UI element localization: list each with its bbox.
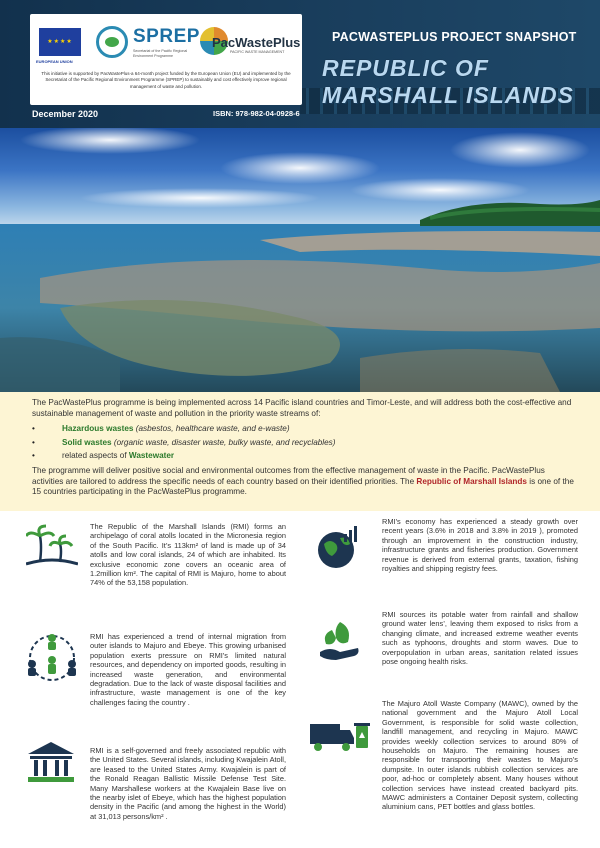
funding-disclaimer: This initiative is supported by PacWastePlus-a 64-month project funded by the European Union (EU) and implemented by the Secretariat of the Pacific Regional Environment Programme (SPREP) to sustainably and cost effectively improve regional management of waste and pollution. [41,71,291,89]
sprep-logo-subtitle: Secretariat of the Pacific Regional Environment Programme [133,49,188,58]
list-item: • Solid wastes (organic waste, disaster waste, bulky waste, and recyclables) [32,438,577,449]
coral-reef-illustration [0,128,600,392]
government-building-icon [26,740,76,784]
programme-outcomes-paragraph: The programme will deliver positive social and environmental outcomes from the effective management of waste in the Pacific. PacWastePlus activities are tailored to address the specific needs of each country based on their identified priorities. The Republic of Marshall Islands is one of the 15 countries participating in the PacWastePlus programme. [32,465,574,497]
logo-panel [30,14,302,105]
geography-section: The Republic of the Marshall Islands (RMI) forms an archipelago of coral atolls located in the Micronesia region of the South Pacific. It’s 113km² of land is made up of 34 atolls and low coral islands, 24 of which are inhabited. Its exclusive economic zone covers an oceanic area of 1.2million km². The capital of RMI is Majuro, home to about 74% of the 53,158 population. [90,522,286,588]
pacwasteplus-logo-subtitle: PACIFIC WASTE MANAGEMENT [230,50,285,54]
coral-reef-photo [0,128,600,392]
governance-section: RMI is a self-governed and freely associated republic with the United States. Several islands, including Kwajalein Atoll, are leased to the United States Army. Kwajalein is part of the Ronald Reagan Ballistic Missile Defense Test Site. Many Marshallese workers at the Kwajalein Base live on the nearby islet of Ebeye, which has the highest population density in the Pacific (and among the highest in the World) at 31,013 persons/km² . [90,746,286,821]
isbn-number: ISBN: 978-982-04-0928-6 [213,109,300,118]
list-item: • related aspects of Wastewater [32,451,577,462]
water-leaf-hand-icon [318,618,362,664]
programme-intro-box [0,392,600,511]
waste-truck-recycle-icon [308,716,370,756]
palm-island-icon [26,522,78,566]
pacwasteplus-logo-text: PacWastePlus [212,35,301,50]
economy-section: RMI’s economy has experienced a steady growth over recent years (3.6% in 2018 and 3.8% in 2019 ), promoted through an improvement in the construction industry, infrastructure grants and fisheries production. Government revenue is derived from external grants, taxation, fishing royalties and shipping registry fees. [382,517,578,574]
eu-flag-logo: ★★★★ [39,28,81,56]
header-banner [0,0,600,128]
intro-paragraph: The PacWastePlus programme is being implemented across 14 Pacific island countries and Timor-Leste, and will address both the cost-effective and sustainable management of waste and pollution in the priority waste streams of: [32,398,572,418]
waste-streams-list [32,424,577,462]
eu-caption: EUROPEAN UNION [36,59,73,64]
country-title: REPUBLIC OF MARSHALL ISLANDS [322,55,574,108]
water-section: RMI sources its potable water from rainfall and shallow ground water lens’, leaving them exposed to risks from a changing climate, and increased extreme weather events such as typhoons, droughts and storm waves. Due to overpopulation in urban areas, sanitation related issues pose ongoing health risks. [382,610,578,667]
sprep-logo-text: SPREP [133,26,200,47]
publication-date: December 2020 [32,109,99,119]
waste-company-section: The Majuro Atoll Waste Company (MAWC), owned by the national government and the Majuro Atoll Local Government, is responsible for solid waste collection, landfill management, and recycling in Majuro. MAWC provides weekly collection services to around 80% of households on Majuro. The remaining houses are responsible for transporting their wastes to Majuro’s dumpsite. In outer islands rubbish collection services are poor, ad-hoc or completely absent. Many houses without collection services have instead created backyard pits. MAWC administers a Container Deposit system, collecting aluminium cans, PET bottles and glass bottles. [382,699,578,812]
sprep-emblem-icon [96,26,128,58]
migration-section: RMI has experienced a trend of internal migration from outer islands to Majuro and Ebeye. This growing urbanised population exerts pressure on RMI’s limited natural resources, and dependency on imported goods, resulting in increased waste generation, and environmental degradation. Due to the lack of waste disposal facilities and infrastructure, waste management is one of the key challenges facing the country . [90,632,286,707]
snapshot-title: PACWASTEPLUS PROJECT SNAPSHOT [332,30,577,44]
list-item: • Hazardous wastes (asbestos, healthcare waste, and e-waste) [32,424,577,435]
economy-globe-chart-icon [316,524,362,570]
population-migration-icon [24,630,80,686]
